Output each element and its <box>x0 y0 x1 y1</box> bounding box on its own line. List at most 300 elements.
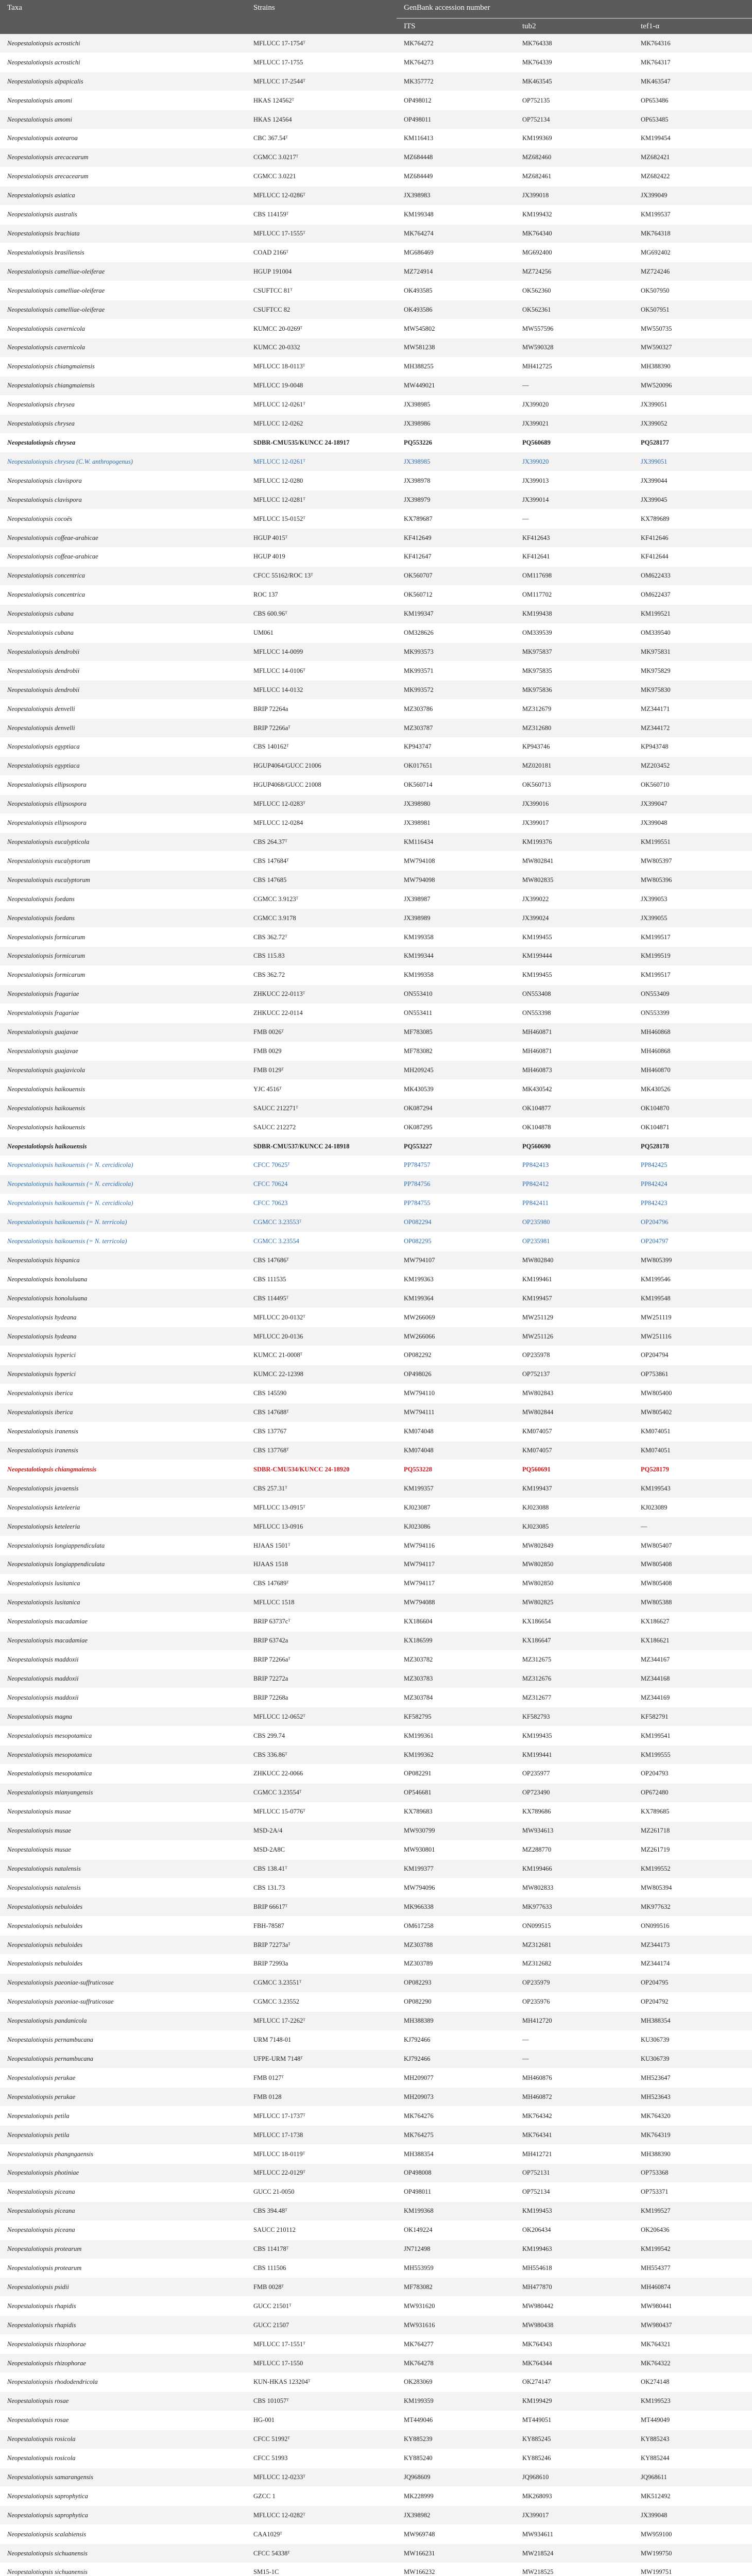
cell-its: MW794096 <box>397 1878 515 1897</box>
cell-tef: OM622433 <box>634 566 752 585</box>
cell-tub2: OK560713 <box>515 775 634 794</box>
table-row <box>0 947 752 966</box>
table-row <box>0 2182 752 2201</box>
cell-taxon: Neopestalotiopsis hyperici <box>0 1365 246 1384</box>
cell-taxon: Neopestalotiopsis natalensis <box>0 1878 246 1897</box>
cell-strain: CBS 140162ᵀ <box>246 738 397 757</box>
cell-strain: GUCC 21507 <box>246 2316 397 2335</box>
cell-strain: BRIP 63742a <box>246 1631 397 1650</box>
cell-tef: JX399044 <box>634 471 752 490</box>
cell-tub2: MW802825 <box>515 1593 634 1612</box>
cell-strain: CBS 101057ᵀ <box>246 2392 397 2411</box>
table-row <box>0 1669 752 1688</box>
cell-tub2: MK268093 <box>515 2487 634 2506</box>
cell-tef: KM199519 <box>634 947 752 966</box>
cell-tub2: OK562361 <box>515 300 634 319</box>
table-row <box>0 547 752 566</box>
cell-strain: CBS 147685 <box>246 871 397 890</box>
cell-tef: MW805394 <box>634 1878 752 1897</box>
cell-tef: MH460870 <box>634 1061 752 1080</box>
cell-tub2: MH412721 <box>515 2145 634 2164</box>
cell-taxon: Neopestalotiopsis camelliae-oleiferae <box>0 262 246 281</box>
cell-tub2: — <box>515 2049 634 2069</box>
cell-tub2: OM117698 <box>515 566 634 585</box>
cell-its: KJ023087 <box>397 1498 515 1517</box>
cell-its: KM199377 <box>397 1859 515 1878</box>
cell-strain: MFLUCC 12-0262 <box>246 414 397 433</box>
cell-tub2: MH460872 <box>515 2088 634 2107</box>
cell-tef: MH554377 <box>634 2259 752 2278</box>
cell-tub2: KX789686 <box>515 1802 634 1821</box>
cell-its: KM116434 <box>397 833 515 852</box>
cell-taxon: Neopestalotiopsis phangngaensis <box>0 2145 246 2164</box>
cell-strain: FBH-78587 <box>246 1917 397 1936</box>
cell-its: KM199363 <box>397 1270 515 1289</box>
cell-taxon: Neopestalotiopsis cavernicola <box>0 319 246 338</box>
cell-taxon: Neopestalotiopsis brachiata <box>0 224 246 243</box>
cell-tef: MH388390 <box>634 2145 752 2164</box>
cell-tub2: MK764344 <box>515 2354 634 2373</box>
cell-tub2: KM199432 <box>515 205 634 224</box>
table-row <box>0 1650 752 1669</box>
table-row <box>0 1498 752 1517</box>
table-row <box>0 490 752 510</box>
cell-tef: MH523643 <box>634 2088 752 2107</box>
cell-taxon: Neopestalotiopsis camelliae-oleiferae <box>0 281 246 300</box>
cell-tef: PQ528179 <box>634 1460 752 1479</box>
cell-strain: MFLUCC 15-0152ᵀ <box>246 510 397 529</box>
cell-taxon: Neopestalotiopsis petila <box>0 2107 246 2126</box>
cell-tef: JX399051 <box>634 395 752 414</box>
cell-taxon: Neopestalotiopsis iberica <box>0 1403 246 1422</box>
cell-its: OP498011 <box>397 110 515 129</box>
cell-its: MW930799 <box>397 1821 515 1840</box>
cell-its: KF582795 <box>397 1707 515 1726</box>
cell-tub2: OP752135 <box>515 91 634 110</box>
table-row <box>0 1878 752 1897</box>
table-row <box>0 1384 752 1403</box>
cell-strain: MFLUCC 18-0119ᵀ <box>246 2145 397 2164</box>
cell-tub2: KM199461 <box>515 1270 634 1289</box>
cell-tub2: MZ312676 <box>515 1669 634 1688</box>
cell-strain: HGUP4064/GUCC 21006 <box>246 756 397 775</box>
cell-strain: MFLUCC 13-0915ᵀ <box>246 1498 397 1517</box>
cell-strain: MFLUCC 12-0286ᵀ <box>246 186 397 205</box>
cell-tef: KM199523 <box>634 2392 752 2411</box>
cell-taxon: Neopestalotiopsis longiappendiculata <box>0 1536 246 1555</box>
cell-tef: OM339540 <box>634 623 752 642</box>
cell-tub2: OP752134 <box>515 2182 634 2201</box>
table-row <box>0 2354 752 2373</box>
cell-tef: JQ968611 <box>634 2468 752 2487</box>
table-row <box>0 1707 752 1726</box>
cell-tef: OP753861 <box>634 1365 752 1384</box>
cell-tef: KF412646 <box>634 529 752 548</box>
table-row <box>0 395 752 414</box>
cell-its: MH388389 <box>397 2011 515 2030</box>
cell-its: PP784757 <box>397 1156 515 1175</box>
cell-taxon: Neopestalotiopsis dendrobii <box>0 662 246 681</box>
table-row <box>0 471 752 490</box>
cell-taxon: Neopestalotiopsis musae <box>0 1802 246 1821</box>
cell-strain: HGUP 4015ᵀ <box>246 529 397 548</box>
cell-tef: — <box>634 1517 752 1536</box>
cell-taxon: Neopestalotiopsis guajavae <box>0 1042 246 1061</box>
table-row <box>0 1308 752 1327</box>
table-row <box>0 1555 752 1574</box>
cell-taxon: Neopestalotiopsis foedans <box>0 909 246 928</box>
cell-taxon: Neopestalotiopsis rhizophorae <box>0 2335 246 2354</box>
cell-tef: KM199454 <box>634 129 752 148</box>
cell-tef: MZ682421 <box>634 148 752 167</box>
cell-taxon: Neopestalotiopsis iberica <box>0 1384 246 1403</box>
cell-its: MH388255 <box>397 357 515 376</box>
cell-tub2: JX399020 <box>515 452 634 471</box>
cell-tub2: JX399016 <box>515 794 634 814</box>
cell-strain: GZCC 1 <box>246 2487 397 2506</box>
table-row <box>0 1289 752 1308</box>
cell-tub2: MW218524 <box>515 2544 634 2563</box>
cell-its: MK228999 <box>397 2487 515 2506</box>
cell-taxon: Neopestalotiopsis saprophytica <box>0 2487 246 2506</box>
cell-strain: SAUCC 210112 <box>246 2221 397 2240</box>
cell-taxon: Neopestalotiopsis iranensis <box>0 1441 246 1460</box>
cell-taxon: Neopestalotiopsis eucalyptorum <box>0 852 246 871</box>
cell-tub2: MZ312680 <box>515 719 634 738</box>
cell-its: KM116413 <box>397 129 515 148</box>
cell-tub2: KM199453 <box>515 2201 634 2221</box>
cell-taxon: Neopestalotiopsis protearum <box>0 2259 246 2278</box>
table-row <box>0 1859 752 1878</box>
cell-its: MK430539 <box>397 1080 515 1099</box>
cell-tub2: MZ312681 <box>515 1936 634 1955</box>
cell-its: PQ553228 <box>397 1460 515 1479</box>
cell-strain: CBS 115.83 <box>246 947 397 966</box>
cell-its: MK764275 <box>397 2126 515 2145</box>
cell-tef: MZ344172 <box>634 719 752 738</box>
cell-taxon: Neopestalotiopsis haikouensis (= N. cercidicola) <box>0 1175 246 1194</box>
cell-its: PQ553227 <box>397 1137 515 1156</box>
cell-taxon: Neopestalotiopsis perukae <box>0 2069 246 2088</box>
cell-strain: MFLUCC 13-0916 <box>246 1517 397 1536</box>
cell-its: OK087294 <box>397 1099 515 1118</box>
cell-its: MW969748 <box>397 2525 515 2544</box>
cell-strain: GUCC 21501ᵀ <box>246 2297 397 2316</box>
cell-strain: MFLUCC 19-0048 <box>246 376 397 395</box>
cell-taxon: Neopestalotiopsis javaensis <box>0 1479 246 1498</box>
table-row <box>0 738 752 757</box>
cell-its: KX186599 <box>397 1631 515 1650</box>
cell-tub2: OK104878 <box>515 1118 634 1137</box>
cell-its: KY885240 <box>397 2449 515 2468</box>
cell-tef: OP204797 <box>634 1232 752 1251</box>
cell-strain: MFLUCC 17-1555ᵀ <box>246 224 397 243</box>
cell-its: KM074048 <box>397 1422 515 1441</box>
cell-strain: MFLUCC 12-0280 <box>246 471 397 490</box>
table-row <box>0 1688 752 1707</box>
cell-tub2: — <box>515 376 634 395</box>
cell-strain: CBS 111506 <box>246 2259 397 2278</box>
cell-its: OP082291 <box>397 1764 515 1783</box>
cell-tub2: MH460871 <box>515 1023 634 1042</box>
cell-taxon: Neopestalotiopsis mesopotamica <box>0 1745 246 1765</box>
cell-taxon: Neopestalotiopsis honoluluana <box>0 1289 246 1308</box>
table-body <box>0 34 752 2576</box>
cell-taxon: Neopestalotiopsis formicarum <box>0 965 246 985</box>
table-row <box>0 833 752 852</box>
cell-taxon: Neopestalotiopsis keteleeria <box>0 1498 246 1517</box>
cell-tub2: MZ312675 <box>515 1650 634 1669</box>
cell-taxon: Neopestalotiopsis brasiliensis <box>0 243 246 262</box>
cell-tef: MH460874 <box>634 2278 752 2297</box>
cell-strain: CBS 299.74 <box>246 1726 397 1745</box>
cell-taxon: Neopestalotiopsis natalensis <box>0 1859 246 1878</box>
cell-tef: MK764317 <box>634 53 752 72</box>
cell-taxon: Neopestalotiopsis nebuloides <box>0 1897 246 1917</box>
cell-tef: MK975829 <box>634 662 752 681</box>
cell-taxon: Neopestalotiopsis mesopotamica <box>0 1764 246 1783</box>
cell-taxon: Neopestalotiopsis formicarum <box>0 947 246 966</box>
cell-strain: BRIP 72266aᵀ <box>246 719 397 738</box>
cell-its: MW794107 <box>397 1251 515 1270</box>
cell-its: MK993573 <box>397 642 515 662</box>
cell-its: OP082293 <box>397 1973 515 1992</box>
table-row <box>0 2011 752 2030</box>
cell-tef: MK430526 <box>634 1080 752 1099</box>
cell-taxon: Neopestalotiopsis concentrica <box>0 566 246 585</box>
cell-tef: OK560710 <box>634 775 752 794</box>
cell-its: OP498011 <box>397 2182 515 2201</box>
cell-its: OP498026 <box>397 1365 515 1384</box>
cell-its: MK357772 <box>397 72 515 91</box>
cell-strain: MFLUCC 14-0132 <box>246 681 397 700</box>
cell-its: MT449046 <box>397 2411 515 2430</box>
cell-its: JX398985 <box>397 395 515 414</box>
cell-taxon: Neopestalotiopsis ellipsospora <box>0 794 246 814</box>
table-row <box>0 814 752 833</box>
cell-its: MK764272 <box>397 34 515 53</box>
cell-tef: KM199527 <box>634 2201 752 2221</box>
cell-tub2: MK764340 <box>515 224 634 243</box>
cell-strain: CBS 257.31ᵀ <box>246 1479 397 1498</box>
cell-strain: KUMCC 21-0008ᵀ <box>246 1346 397 1365</box>
cell-tef: OK507950 <box>634 281 752 300</box>
table-row <box>0 1023 752 1042</box>
cell-strain: CBS 147686ᵀ <box>246 1251 397 1270</box>
cell-tub2: OP235977 <box>515 1764 634 1783</box>
cell-taxon: Neopestalotiopsis chiangmaiensis <box>0 376 246 395</box>
table-row <box>0 2049 752 2069</box>
cell-its: PP784755 <box>397 1194 515 1213</box>
cell-taxon: Neopestalotiopsis hydeana <box>0 1308 246 1327</box>
cell-strain: MFLUCC 14-0099 <box>246 642 397 662</box>
cell-tub2: OP235981 <box>515 1232 634 1251</box>
table-row <box>0 1612 752 1631</box>
cell-taxon: Neopestalotiopsis mianyangensis <box>0 1783 246 1802</box>
cell-tub2: MW802840 <box>515 1251 634 1270</box>
cell-tef: MW805396 <box>634 871 752 890</box>
cell-tef: MH388390 <box>634 357 752 376</box>
cell-tub2: MW802843 <box>515 1384 634 1403</box>
cell-tub2: KX186647 <box>515 1631 634 1650</box>
cell-its: MF783085 <box>397 1023 515 1042</box>
cell-strain: MFLUCC 12-0652ᵀ <box>246 1707 397 1726</box>
table-row <box>0 2525 752 2544</box>
cell-its: PP784756 <box>397 1175 515 1194</box>
table-row <box>0 2107 752 2126</box>
cell-taxon: Neopestalotiopsis australis <box>0 205 246 224</box>
cell-tub2: MK975835 <box>515 662 634 681</box>
cell-tef: PP842424 <box>634 1175 752 1194</box>
cell-tef: OP672480 <box>634 1783 752 1802</box>
cell-tub2: MH460876 <box>515 2069 634 2088</box>
table-row <box>0 1631 752 1650</box>
cell-tub2: OP235980 <box>515 1213 634 1232</box>
cell-tef: KY885243 <box>634 2430 752 2449</box>
table-row <box>0 1536 752 1555</box>
cell-its: MW794110 <box>397 1384 515 1403</box>
cell-taxon: Neopestalotiopsis acrostichi <box>0 53 246 72</box>
cell-tub2: ON553398 <box>515 1004 634 1023</box>
table-row <box>0 186 752 205</box>
cell-tub2: MK764342 <box>515 2107 634 2126</box>
table-row <box>0 1992 752 2011</box>
cell-taxon: Neopestalotiopsis pernambucana <box>0 2049 246 2069</box>
cell-tub2: MH412725 <box>515 357 634 376</box>
cell-its: MK993572 <box>397 681 515 700</box>
table-row <box>0 1213 752 1232</box>
table-row <box>0 965 752 985</box>
cell-its: MW166232 <box>397 2563 515 2576</box>
cell-tub2: MZ312677 <box>515 1688 634 1707</box>
cell-its: KM199347 <box>397 604 515 623</box>
table-row <box>0 262 752 281</box>
cell-taxon: Neopestalotiopsis foedans <box>0 890 246 909</box>
cell-tub2: OM339539 <box>515 623 634 642</box>
cell-its: KM199361 <box>397 1726 515 1745</box>
cell-its: KY885239 <box>397 2430 515 2449</box>
cell-strain: HJAAS 1518 <box>246 1555 397 1574</box>
cell-its: MZ303783 <box>397 1669 515 1688</box>
cell-tub2: JX399017 <box>515 814 634 833</box>
cell-tef: KM199517 <box>634 965 752 985</box>
cell-tub2: KM199457 <box>515 1289 634 1308</box>
table-row <box>0 2030 752 2049</box>
header-tub2: tub2 <box>515 19 634 35</box>
cell-taxon: Neopestalotiopsis coffeae-arabicae <box>0 547 246 566</box>
cell-tef: KM199551 <box>634 833 752 852</box>
cell-tef: MW805408 <box>634 1555 752 1574</box>
cell-strain: MFLUCC 12-0283ᵀ <box>246 794 397 814</box>
cell-tub2: MH460871 <box>515 1042 634 1061</box>
cell-strain: MFLUCC 12-0261ᵀ <box>246 395 397 414</box>
table-row <box>0 357 752 376</box>
table-row <box>0 1327 752 1346</box>
cell-tub2: OP235979 <box>515 1973 634 1992</box>
cell-taxon: Neopestalotiopsis paeoniae-suffruticosae <box>0 1973 246 1992</box>
cell-strain: CGMCC 3.23554 <box>246 1232 397 1251</box>
cell-taxon: Neopestalotiopsis chiangmaiensis <box>0 357 246 376</box>
cell-taxon: Neopestalotiopsis rosicola <box>0 2430 246 2449</box>
cell-taxon: Neopestalotiopsis paeoniae-suffruticosae <box>0 1992 246 2011</box>
cell-strain: CFCC 54338ᵀ <box>246 2544 397 2563</box>
table-row <box>0 642 752 662</box>
cell-taxon: Neopestalotiopsis maddoxii <box>0 1688 246 1707</box>
cell-taxon: Neopestalotiopsis aotearoa <box>0 129 246 148</box>
cell-tef: OM622437 <box>634 585 752 604</box>
cell-strain: CGMCC 3.23553ᵀ <box>246 1213 397 1232</box>
cell-tef: MK512492 <box>634 2487 752 2506</box>
cell-taxon: Neopestalotiopsis rosae <box>0 2411 246 2430</box>
cell-tef: OK104871 <box>634 1118 752 1137</box>
cell-its: MZ303789 <box>397 1955 515 1974</box>
cell-taxon: Neopestalotiopsis protearum <box>0 2240 246 2259</box>
cell-tub2: PP842412 <box>515 1175 634 1194</box>
cell-its: OK283069 <box>397 2372 515 2392</box>
cell-tub2: KM199376 <box>515 833 634 852</box>
cell-tub2: JX399020 <box>515 395 634 414</box>
cell-taxon: Neopestalotiopsis pandanicola <box>0 2011 246 2030</box>
table-row <box>0 1973 752 1992</box>
cell-tub2: MH554618 <box>515 2259 634 2278</box>
cell-its: ON553411 <box>397 1004 515 1023</box>
cell-taxon: Neopestalotiopsis arecacearum <box>0 167 246 186</box>
cell-tef: OP653485 <box>634 110 752 129</box>
cell-tub2: MW980438 <box>515 2316 634 2335</box>
cell-tub2: KM199444 <box>515 947 634 966</box>
cell-tef: KM199552 <box>634 1859 752 1878</box>
cell-taxon: Neopestalotiopsis cavernicola <box>0 338 246 358</box>
cell-tef: OP753368 <box>634 2164 752 2183</box>
cell-its: MK993571 <box>397 662 515 681</box>
cell-tef: KM199543 <box>634 1479 752 1498</box>
cell-tub2: OP235976 <box>515 1992 634 2011</box>
cell-strain: HJAAS 1501ᵀ <box>246 1536 397 1555</box>
cell-tef: MW980441 <box>634 2297 752 2316</box>
cell-tub2: KJ023085 <box>515 1517 634 1536</box>
cell-strain: HGUP 4019 <box>246 547 397 566</box>
cell-tub2: MK975836 <box>515 681 634 700</box>
cell-its: OP546681 <box>397 1783 515 1802</box>
cell-taxon: Neopestalotiopsis honoluluana <box>0 1270 246 1289</box>
cell-strain: CGMCC 3.0221 <box>246 167 397 186</box>
cell-its: KJ792466 <box>397 2030 515 2049</box>
cell-its: KF412647 <box>397 547 515 566</box>
cell-tef: PP842425 <box>634 1156 752 1175</box>
cell-taxon: Neopestalotiopsis cubana <box>0 604 246 623</box>
cell-strain: COAD 2166ᵀ <box>246 243 397 262</box>
cell-tef: MK975831 <box>634 642 752 662</box>
cell-tub2: MZ312679 <box>515 700 634 719</box>
cell-tef: MW199750 <box>634 2544 752 2563</box>
cell-strain: MFLUCC 20-0136 <box>246 1327 397 1346</box>
cell-tef: PQ528177 <box>634 433 752 452</box>
cell-tub2: MW802835 <box>515 871 634 890</box>
cell-its: KM199358 <box>397 928 515 947</box>
cell-tub2: OP752134 <box>515 110 634 129</box>
cell-strain: ROC 137 <box>246 585 397 604</box>
table-row <box>0 91 752 110</box>
cell-its: KM199358 <box>397 965 515 985</box>
cell-taxon: Neopestalotiopsis fragariae <box>0 985 246 1004</box>
cell-its: KX789687 <box>397 510 515 529</box>
cell-its: MW266066 <box>397 1327 515 1346</box>
cell-tub2: MZ724256 <box>515 262 634 281</box>
cell-tef: MW805402 <box>634 1403 752 1422</box>
cell-its: MK764278 <box>397 2354 515 2373</box>
cell-its: JQ968609 <box>397 2468 515 2487</box>
table-row <box>0 2240 752 2259</box>
